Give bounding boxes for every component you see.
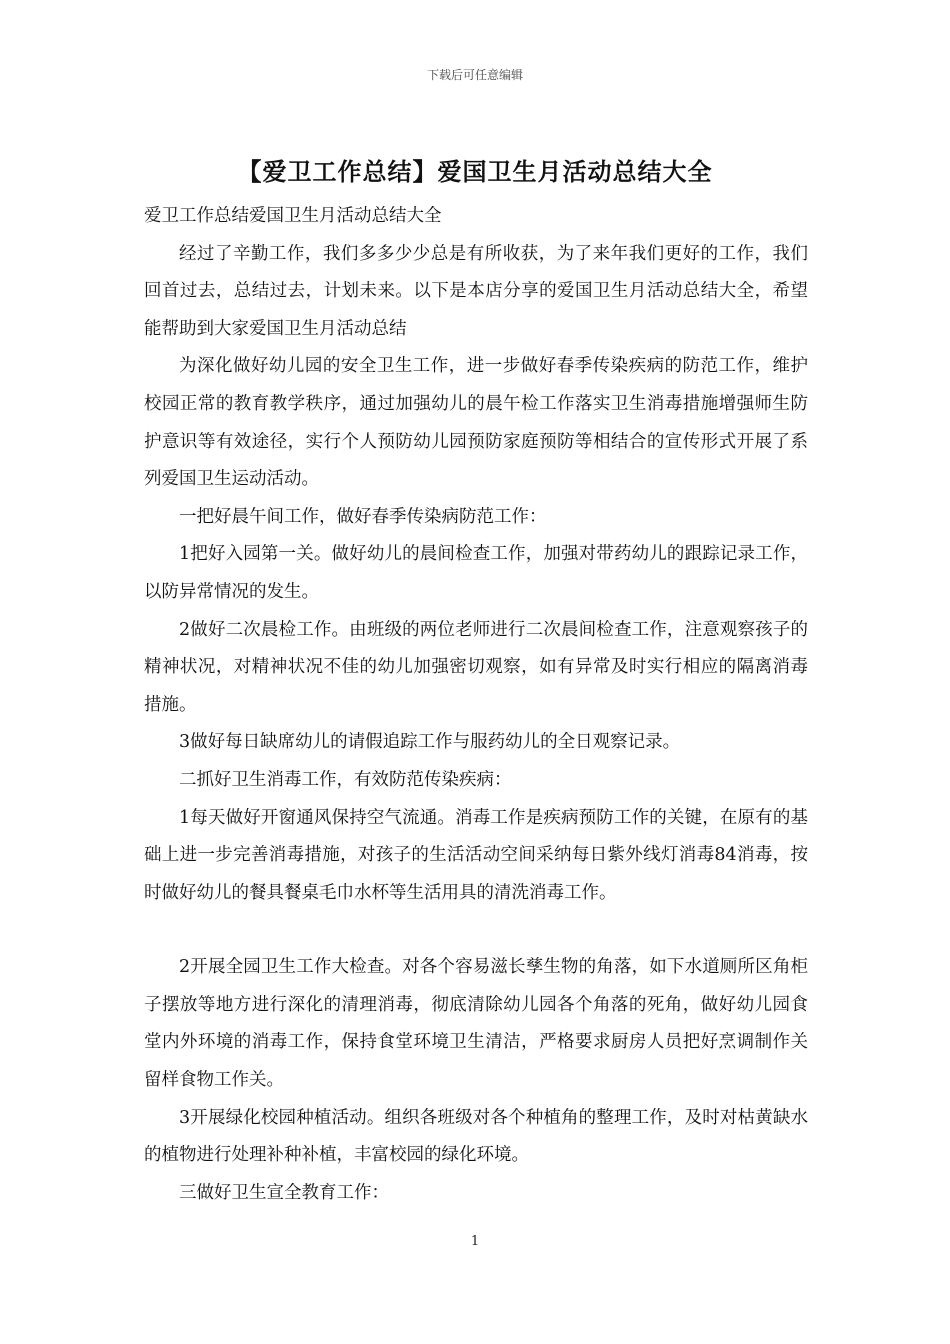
section-heading-3: 三做好卫生宣全教育工作： [179,1182,389,1203]
paragraph-background: 为深化做好幼儿园的安全卫生工作，进一步做好春季传染疾病的防范工作，维护校园正常的教育教学秩序，通过加强幼儿的晨午检工作落实卫生消毒措施增强师生防护意识等有效途径，实行个人预防幼儿园预防家庭预防等相结合的宣传形式开展了系列爱国卫生运动活动。 [144,356,808,490]
page-number: 1 [470,1234,480,1249]
document-body [144,198,808,1212]
page-header-note: 下载后可任意编辑 [426,68,523,82]
document-title: 【爱卫工作总结】爱国卫生月活动总结大全 [237,158,713,186]
blank-line [144,912,808,949]
section-heading-2: 二抓好卫生消毒工作，有效防范传染疾病： [179,769,512,790]
list-item: 3做好每日缺席幼儿的请假追踪工作与服药幼儿的全日观察记录。 [179,732,681,753]
list-item: 1每天做好开窗通风保持空气流通。消毒工作是疾病预防工作的关键，在原有的基础上进一步完善消毒措施，对孩子的生活活动空间采纳每日紫外线灯消毒84消毒，按时做好幼儿的餐具餐桌毛巾水杯等生活用具的清洗消毒工作。 [144,807,808,903]
list-item: 2开展全园卫生工作大检查。对各个容易滋长孳生物的角落，如下水道厕所区角柜子摆放等地方进行深化的清理消毒，彻底清除幼儿园各个角落的死角，做好幼儿园食堂内外环境的消毒工作，保持食堂环境卫生清洁，严格要求厨房人员把好烹调制作关留样食物工作关。 [144,957,808,1091]
paragraph-intro: 经过了辛勤工作，我们多多少少总是有所收获，为了来年我们更好的工作，我们回首过去，总结过去，计划未来。以下是本店分享的爱国卫生月活动总结大全，希望能帮助到大家爱国卫生月活动总结 [144,243,808,339]
list-item: 3开展绿化校园种植活动。组织各班级对各个种植角的整理工作，及时对枯黄缺水的植物进行处理补种补植，丰富校园的绿化环境。 [144,1107,808,1166]
list-item: 2做好二次晨检工作。由班级的两位老师进行二次晨间检查工作，注意观察孩子的精神状况，对精神状况不佳的幼儿加强密切观察，如有异常及时实行相应的隔离消毒措施。 [144,619,808,715]
document-subtitle: 爱卫工作总结爱国卫生月活动总结大全 [144,206,442,226]
section-heading-1: 一把好晨午间工作，做好春季传染病防范工作： [179,506,547,527]
list-item: 1把好入园第一关。做好幼儿的晨间检查工作，加强对带药幼儿的跟踪记录工作，以防异常情况的发生。 [144,544,808,602]
